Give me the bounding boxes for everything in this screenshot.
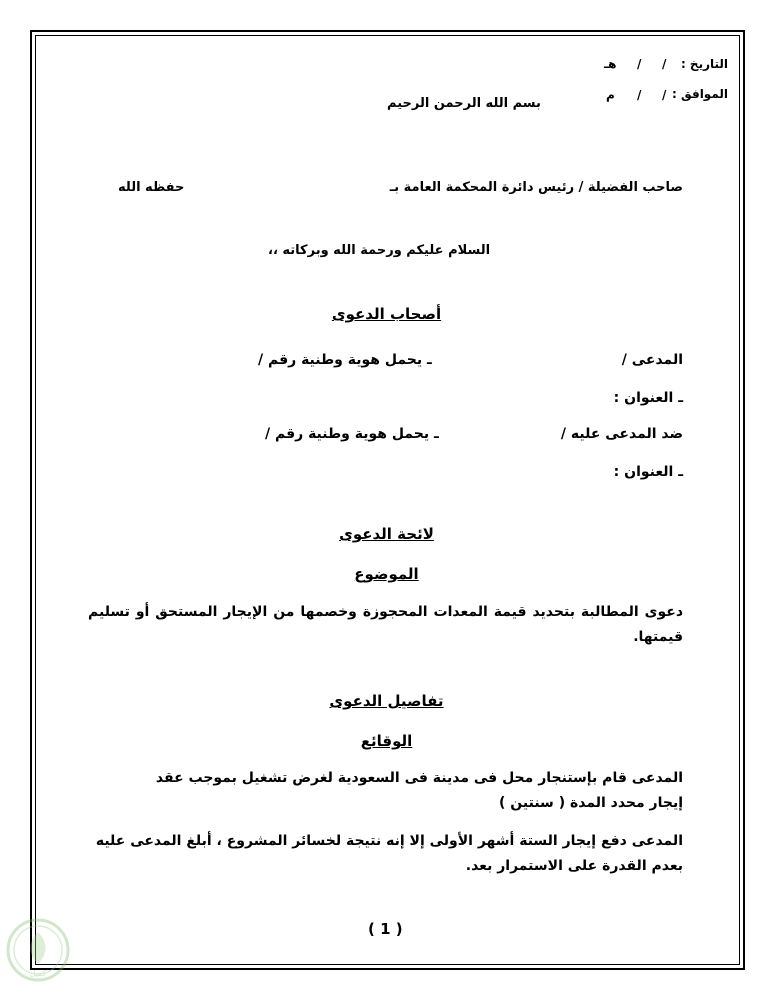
subject-text: دعوى المطالبة بتحديد قيمة المعدات المحجوزة وخصمها من الإيجار المستحق أو تسليم قيمتها. bbox=[88, 604, 683, 645]
plaintiff-id: ـ يحمل هوية وطنية رقم / bbox=[258, 352, 432, 368]
facts-heading: الوقائع bbox=[360, 732, 413, 750]
date-label: التاريخ : bbox=[680, 57, 728, 71]
addressee-title: صاحب الفضيلة / رئيس دائرة المحكمة العامة بـ bbox=[389, 180, 683, 195]
subject-heading: الموضوع bbox=[354, 565, 419, 583]
page-number: ( 1 ) bbox=[368, 920, 403, 938]
plaintiff-label: المدعى / bbox=[621, 352, 683, 368]
greeting: السلام عليكم ورحمة الله وبركاته ،، bbox=[268, 243, 491, 258]
greg-date-label: الموافق : bbox=[672, 87, 728, 101]
watermark-logo-text: كفيل bbox=[29, 969, 47, 978]
claim-heading: لائحة الدعوى bbox=[339, 525, 434, 543]
date-suffix: هـ bbox=[604, 57, 617, 71]
fact2-line1: المدعى دفع إيجار الستة أشهر الأولى إلا إنه نتيجة لخسائر المشروع ، أبلغ المدعى عليه bbox=[95, 833, 683, 849]
addressee-honorific: حفظه الله bbox=[118, 180, 185, 195]
date-slash-2: / bbox=[637, 57, 642, 71]
greg-slash-2: / bbox=[637, 88, 642, 102]
greg-suffix: م bbox=[606, 88, 615, 102]
fact2-line2: بعدم القدرة على الاستمرار بعد. bbox=[465, 858, 683, 874]
parties-heading: أصحاب الدعوى bbox=[331, 305, 442, 323]
defendant-address: ـ العنوان : bbox=[613, 464, 683, 480]
details-heading: تفاصيل الدعوى bbox=[329, 692, 444, 710]
fact1-line2: إيجار محدد المدة ( سنتين ) bbox=[499, 795, 683, 811]
greg-slash-1: / bbox=[662, 88, 667, 102]
date-slash-1: / bbox=[662, 57, 667, 71]
page-border-inner bbox=[35, 35, 740, 965]
fact1-line1: المدعى قام بإستنجار محل فى مدينة فى السعودية لغرض تشغيل بموجب عقد bbox=[155, 770, 683, 786]
basmala: بسم الله الرحمن الرحيم bbox=[387, 96, 541, 111]
defendant-label: ضد المدعى عليه / bbox=[560, 426, 683, 442]
defendant-id: ـ يحمل هوية وطنية رقم / bbox=[265, 426, 439, 442]
watermark-logo-icon bbox=[2, 914, 74, 986]
plaintiff-address: ـ العنوان : bbox=[613, 390, 683, 406]
